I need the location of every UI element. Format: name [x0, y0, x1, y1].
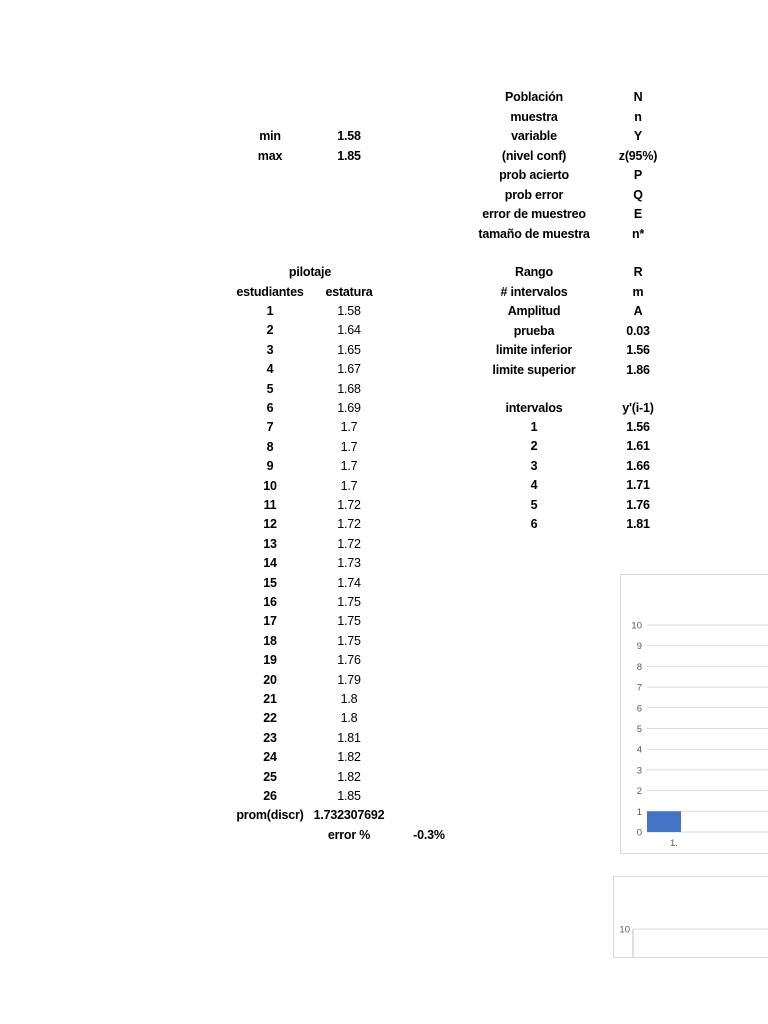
param-label: error de muestreo	[482, 207, 586, 221]
student-height[interactable]: 1.64	[337, 323, 361, 338]
max-value[interactable]: 1.85	[337, 149, 361, 163]
student-number: 10	[263, 478, 277, 493]
student-height[interactable]: 1.82	[337, 769, 361, 784]
student-number: 25	[263, 769, 277, 784]
param-symbol: Q	[633, 187, 643, 202]
y-tick-label: 1	[636, 806, 642, 818]
intervals-header-label: intervalos	[505, 401, 563, 415]
student-height[interactable]: 1.7	[340, 439, 358, 454]
student-number: 12	[263, 517, 277, 532]
x-category-label: 1.	[670, 838, 678, 849]
student-height[interactable]: 1.74	[337, 575, 361, 590]
student-number: 19	[263, 653, 277, 668]
student-height[interactable]: 1.75	[337, 595, 361, 609]
range-param-label: limite inferior	[495, 343, 573, 357]
range-param-value[interactable]: A	[633, 304, 643, 318]
student-height[interactable]: 1.73	[337, 556, 361, 571]
param-symbol: n	[634, 109, 642, 124]
student-number: 4	[266, 362, 274, 377]
interval-index: 1	[530, 420, 538, 434]
param-symbol: n*	[631, 226, 645, 241]
student-height[interactable]: 1.72	[337, 498, 361, 512]
student-number: 21	[263, 692, 277, 706]
range-param-label: Rango	[515, 265, 553, 279]
param-label: prob acierto	[499, 168, 569, 182]
student-number: 15	[263, 575, 277, 590]
param-symbol: N	[633, 90, 643, 104]
student-number: 23	[263, 730, 277, 745]
y-tick-label: 5	[636, 724, 642, 735]
interval-value[interactable]: 1.71	[626, 478, 650, 493]
student-height[interactable]: 1.7	[340, 478, 358, 493]
student-number: 16	[263, 595, 277, 609]
y-tick-label: 10	[631, 620, 642, 632]
student-height[interactable]: 1.81	[337, 730, 361, 745]
student-height[interactable]: 1.7	[340, 420, 358, 435]
mean-value[interactable]: 1.732307692	[313, 808, 385, 822]
student-number: 11	[263, 498, 277, 512]
student-number: 22	[263, 711, 277, 726]
student-number: 3	[266, 342, 274, 357]
student-number: 18	[263, 633, 277, 648]
param-label: variable	[511, 129, 557, 143]
interval-value[interactable]: 1.66	[626, 458, 650, 473]
max-label: max	[257, 149, 283, 163]
interval-value[interactable]: 1.81	[626, 517, 650, 531]
student-height[interactable]: 1.82	[337, 750, 361, 765]
y-tick-label: 10	[619, 924, 630, 936]
range-param-label: prueba	[513, 323, 555, 338]
interval-value[interactable]: 1.61	[626, 439, 650, 454]
y-tick-label: 0	[636, 827, 642, 839]
student-number: 20	[263, 672, 277, 687]
intervals-header-value: y'(i-1)	[622, 401, 654, 415]
param-label: Población	[505, 90, 563, 104]
student-number: 14	[263, 556, 277, 571]
y-tick-label: 3	[636, 765, 642, 777]
mean-label: prom(discr)	[236, 808, 304, 822]
error-label: error %	[327, 828, 371, 842]
student-number: 8	[266, 439, 274, 454]
error-value[interactable]: -0.3%	[413, 828, 445, 842]
student-height[interactable]: 1.8	[340, 692, 358, 706]
param-label: (nivel conf)	[501, 148, 567, 163]
student-height[interactable]: 1.65	[337, 342, 361, 357]
student-number: 1	[266, 304, 274, 318]
histogram-chart-svg	[621, 575, 768, 853]
student-height[interactable]: 1.72	[337, 536, 361, 551]
histogram-chart[interactable]	[620, 574, 768, 854]
student-height[interactable]: 1.75	[337, 633, 361, 648]
range-param-value[interactable]: m	[632, 284, 644, 299]
interval-value[interactable]: 1.76	[626, 497, 650, 512]
student-number: 2	[266, 323, 274, 338]
interval-value[interactable]: 1.56	[626, 420, 650, 434]
param-label: prob error	[504, 187, 564, 202]
pilot-col-students: estudiantes	[236, 285, 304, 299]
student-height[interactable]: 1.75	[337, 614, 361, 629]
y-tick-label: 7	[636, 682, 642, 694]
interval-index: 6	[530, 517, 538, 531]
pilot-col-height: estatura	[325, 285, 373, 299]
y-tick-label: 4	[636, 744, 642, 756]
student-height[interactable]: 1.67	[337, 362, 361, 377]
student-height[interactable]: 1.72	[337, 517, 361, 532]
student-height[interactable]: 1.79	[337, 672, 361, 687]
param-symbol: E	[633, 207, 643, 221]
student-number: 17	[263, 614, 277, 629]
param-label: muestra	[510, 109, 558, 124]
student-number: 24	[263, 750, 277, 765]
interval-index: 4	[530, 478, 538, 493]
range-param-label: limite superior	[492, 362, 576, 377]
range-param-label: # intervalos	[500, 284, 568, 299]
min-label: min	[259, 129, 281, 143]
range-param-value[interactable]: 1.56	[626, 343, 650, 357]
student-number: 9	[266, 459, 274, 474]
second-chart[interactable]	[613, 876, 768, 958]
student-height[interactable]: 1.58	[337, 304, 361, 318]
param-symbol: P	[633, 168, 643, 182]
param-symbol: z(95%)	[618, 148, 658, 163]
student-number: 5	[266, 381, 274, 396]
student-number: 13	[263, 536, 277, 551]
range-param-value[interactable]: 0.03	[626, 323, 650, 338]
student-height[interactable]: 1.69	[337, 401, 361, 415]
student-number: 26	[263, 789, 277, 803]
interval-index: 2	[530, 439, 538, 454]
range-param-value[interactable]: R	[633, 265, 643, 279]
student-height[interactable]: 1.68	[337, 381, 361, 396]
y-tick-label: 2	[636, 786, 642, 798]
student-number: 6	[266, 401, 274, 415]
min-value[interactable]: 1.58	[337, 129, 361, 143]
param-label: tamaño de muestra	[478, 226, 590, 241]
pilot-title: pilotaje	[288, 265, 332, 279]
student-number: 7	[266, 420, 274, 435]
student-height[interactable]: 1.85	[337, 789, 361, 803]
y-tick-label: 6	[636, 703, 642, 715]
param-symbol: Y	[633, 129, 643, 143]
y-tick-label: 8	[636, 661, 642, 673]
interval-index: 3	[530, 458, 538, 473]
student-height[interactable]: 1.76	[337, 653, 361, 668]
student-height[interactable]: 1.7	[340, 459, 358, 474]
range-param-label: Amplitud	[507, 304, 561, 318]
second-chart-svg	[614, 877, 768, 957]
y-tick-label: 9	[636, 641, 642, 653]
interval-index: 5	[530, 497, 538, 512]
range-param-value[interactable]: 1.86	[626, 362, 650, 377]
student-height[interactable]: 1.8	[340, 711, 358, 726]
histogram-bar[interactable]	[647, 811, 681, 832]
